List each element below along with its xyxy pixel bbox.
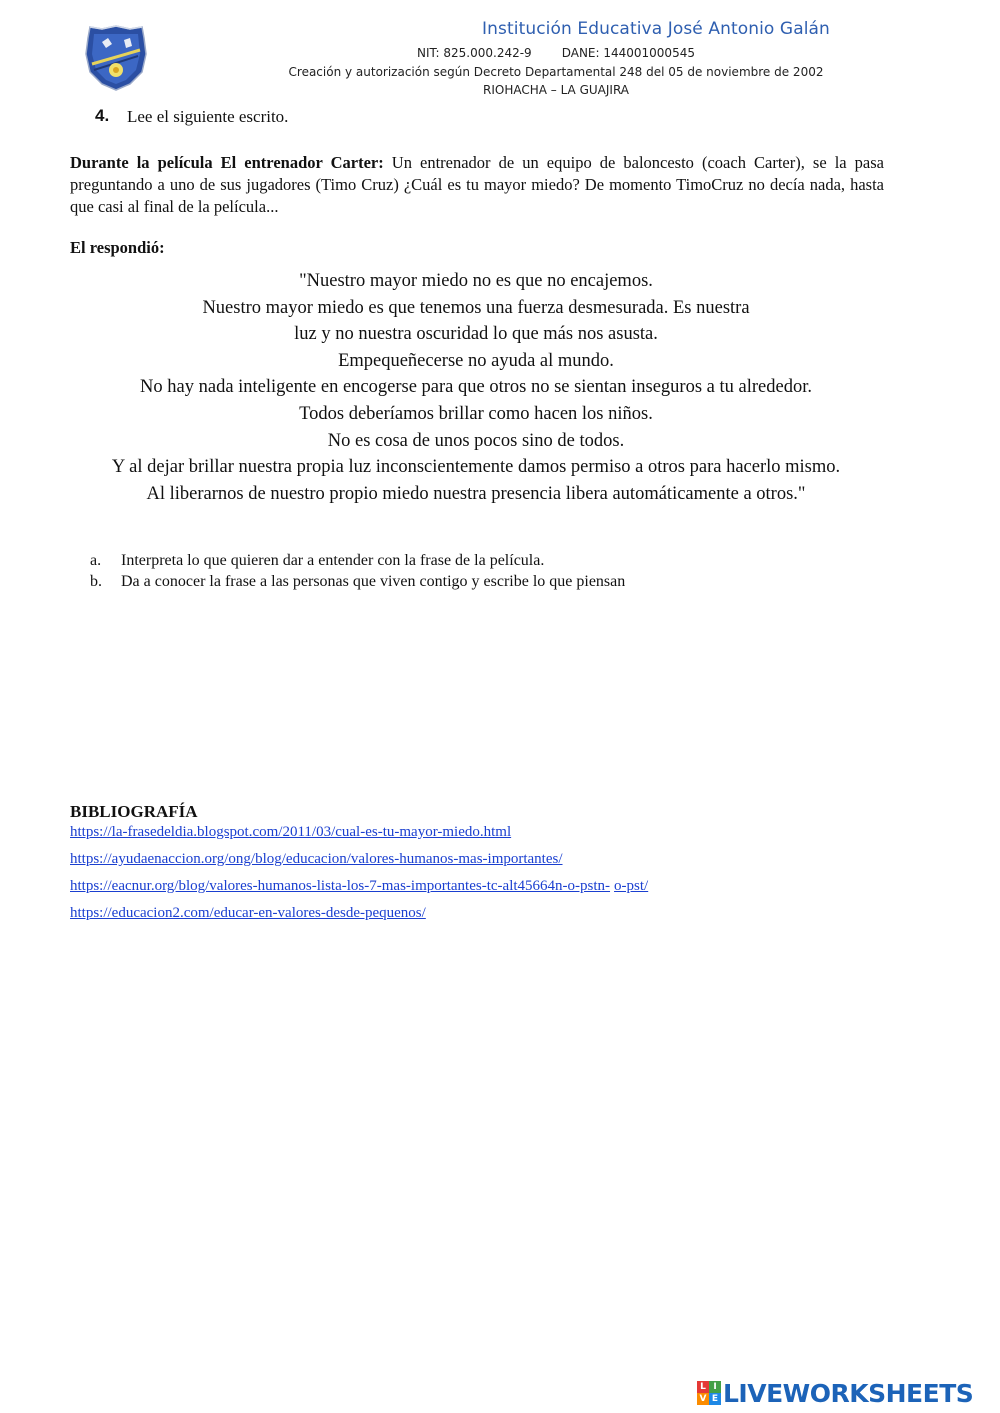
bibliography-link-part[interactable]: o-pst/	[614, 878, 649, 894]
bibliography-link-part[interactable]: https://eacnur.org/blog/valores-humanos-lista-los-7-mas-importantes-tc-alt45664n-o-pstn-	[70, 878, 611, 894]
bibliography-link[interactable]: https://educacion2.com/educar-en-valores-desde-pequenos/	[70, 905, 426, 921]
bibliography-links	[70, 822, 648, 930]
task-label: a.	[90, 552, 102, 569]
school-crest-logo	[84, 24, 148, 92]
bibliography-title: BIBLIOGRAFÍA	[70, 802, 198, 821]
task-text: Da a conocer la frase a las personas que viven contigo y escribe lo que piensan	[121, 573, 626, 590]
intro-paragraph	[70, 152, 884, 218]
logo-letter: I	[709, 1381, 721, 1393]
quote-line: "Nuestro mayor miedo no es que no encajemos.	[299, 271, 653, 291]
logo-letter: V	[697, 1393, 709, 1405]
liveworksheets-logo-icon	[697, 1381, 721, 1405]
nit-number: NIT: 825.000.242-9	[417, 46, 532, 60]
task-item	[90, 571, 625, 592]
task-list	[90, 550, 625, 592]
city-line: RIOHACHA – LA GUAJIRA	[483, 83, 629, 97]
question-instruction: Lee el siguiente escrito.	[127, 107, 289, 126]
movie-quote	[50, 268, 902, 507]
quote-line: Empequeñecerse no ayuda al mundo.	[338, 350, 614, 371]
liveworksheets-brand	[697, 1376, 997, 1410]
quote-line: Nuestro mayor miedo es que tenemos una fuerza desmesurada. Es nuestra	[202, 297, 750, 318]
question-number: 4.	[95, 106, 110, 125]
response-label: El respondió:	[70, 238, 165, 257]
header-ids	[270, 46, 842, 60]
dane-number: DANE: 144001000545	[561, 46, 695, 60]
task-item	[90, 550, 625, 571]
task-text: Interpreta lo que quieren dar a entender con la frase de la película.	[121, 552, 545, 569]
intro-lead: Durante la película El entrenador Carter:	[70, 153, 384, 172]
brand-name: LIVEWORKSHEETS	[723, 1378, 974, 1408]
quote-line: Al liberarnos de nuestro propio miedo nuestra presencia libera automáticamente a otros."	[146, 483, 806, 504]
bibliography-link[interactable]: https://la-frasedeldia.blogspot.com/2011/03/cual-es-tu-mayor-miedo.html	[70, 824, 512, 840]
quote-line: luz y no nuestra oscuridad lo que más nos asusta.	[294, 324, 658, 345]
quote-line: Todos deberíamos brillar como hacen los niños.	[299, 403, 653, 424]
quote-line: Y al dejar brillar nuestra propia luz inconscientemente damos permiso a otros para hacerlo mismo.	[111, 457, 841, 478]
decree-line: Creación y autorización según Decreto Departamental 248 del 05 de noviembre de 2002	[288, 65, 824, 79]
logo-letter: L	[697, 1381, 709, 1393]
bibliography-link-split[interactable]	[70, 876, 648, 903]
quote-line: No es cosa de unos pocos sino de todos.	[327, 430, 625, 451]
task-label: b.	[90, 573, 102, 590]
bibliography-link[interactable]: https://ayudaenaccion.org/ong/blog/educacion/valores-humanos-mas-importantes/	[70, 851, 563, 867]
intro-text: Un entrenador de un equipo de baloncesto (coach Carter), se la pasa preguntando a uno de sus jugadores (Timo Cruz) ¿Cuál es tu mayor miedo? De momento TimoCruz no decía nada, hasta que casi al final de la película...	[70, 153, 884, 216]
logo-letter: E	[709, 1393, 721, 1405]
institution-name: Institución Educativa José Antonio Galán	[482, 19, 830, 39]
quote-line: No hay nada inteligente en encogerse para que otros no se sientan inseguros a tu alrededor.	[140, 377, 812, 398]
